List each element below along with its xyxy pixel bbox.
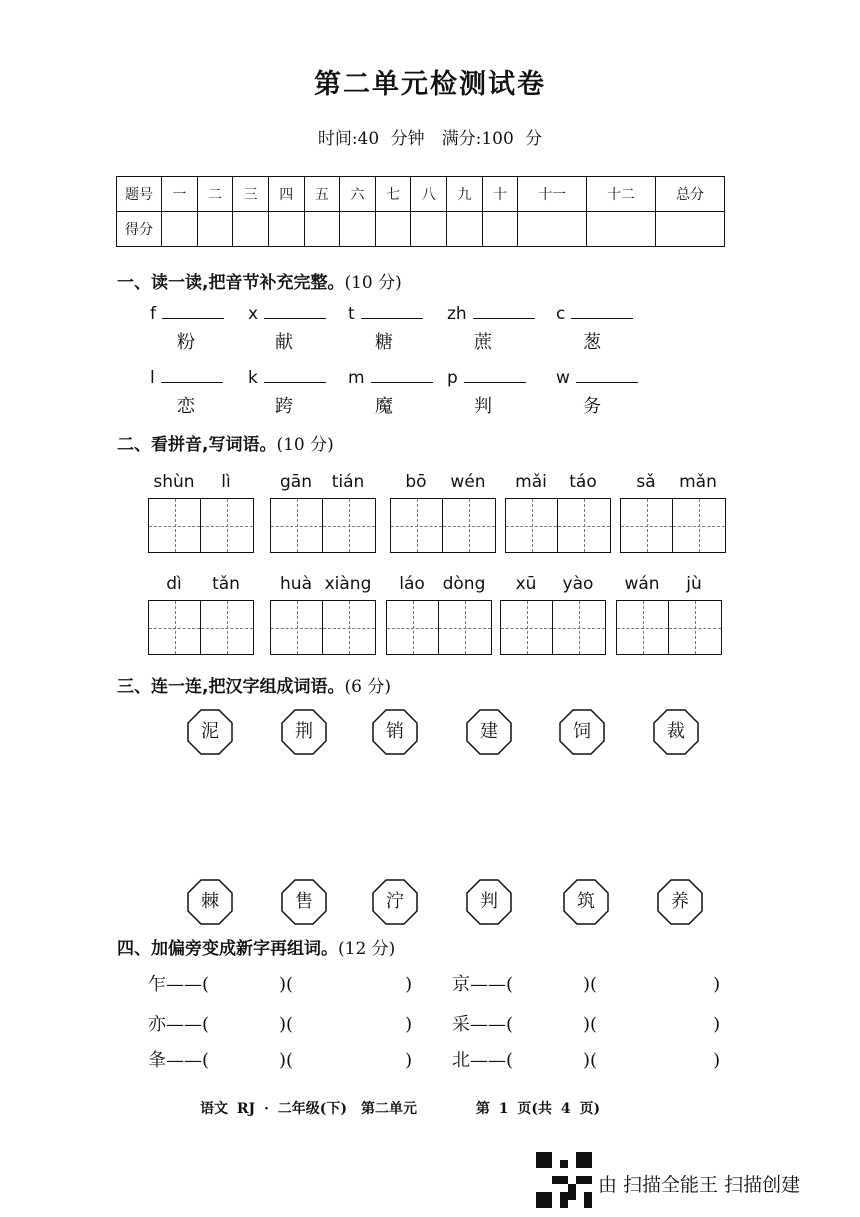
pinyin-syllable: shùn bbox=[153, 472, 195, 492]
paren-mid: )( bbox=[583, 974, 598, 995]
syllable-item bbox=[248, 304, 326, 324]
pinyin-syllable: sǎ bbox=[636, 472, 656, 492]
writing-grid[interactable] bbox=[386, 600, 492, 655]
syllable-char: 献 bbox=[275, 332, 293, 353]
octagon-char: 棘 bbox=[201, 891, 219, 912]
match-bottom-octagon[interactable] bbox=[187, 879, 233, 925]
pinyin-syllable: xiàng bbox=[324, 574, 372, 594]
syllable-item bbox=[248, 368, 326, 388]
syllable-char: 跨 bbox=[275, 396, 293, 417]
writing-grid[interactable] bbox=[270, 498, 376, 553]
radical-row-left bbox=[148, 1046, 412, 1072]
score-table bbox=[116, 176, 725, 247]
radical-row-right bbox=[452, 1046, 720, 1072]
octagon-char: 售 bbox=[295, 891, 313, 912]
score-col-label: 十一 bbox=[518, 177, 587, 212]
base-char: 亦 bbox=[148, 1014, 166, 1035]
syllable-initial: f bbox=[150, 304, 156, 324]
pinyin-syllable: yào bbox=[562, 574, 594, 594]
pinyin-syllable: láo bbox=[399, 574, 425, 594]
syllable-blank[interactable] bbox=[473, 304, 535, 319]
pinyin-syllable: tián bbox=[331, 472, 365, 492]
dash-open: ——( bbox=[166, 974, 210, 995]
syllable-initial: p bbox=[447, 368, 458, 388]
writing-cell[interactable] bbox=[323, 499, 375, 552]
dash-open: ——( bbox=[166, 1014, 210, 1035]
writing-cell[interactable] bbox=[201, 601, 253, 654]
writing-grid[interactable] bbox=[148, 600, 254, 655]
score-table-header-row bbox=[117, 177, 725, 212]
syllable-item bbox=[447, 304, 535, 324]
syllable-initial: c bbox=[556, 304, 566, 324]
syllable-char: 恋 bbox=[177, 396, 195, 417]
score-col-label: 三 bbox=[233, 177, 269, 212]
section4-heading: 四、加偏旁变成新字再组词。(12 分) bbox=[117, 939, 396, 959]
writing-grid[interactable] bbox=[616, 600, 722, 655]
score-cell[interactable] bbox=[304, 212, 340, 247]
syllable-blank[interactable] bbox=[571, 304, 633, 319]
writing-grid[interactable] bbox=[505, 498, 611, 553]
score-table-score-row bbox=[117, 212, 725, 247]
match-bottom-octagon[interactable] bbox=[281, 879, 327, 925]
pinyin-syllable: mǎi bbox=[515, 472, 547, 492]
octagon-char: 荆 bbox=[295, 721, 313, 742]
paren-mid: )( bbox=[279, 974, 294, 995]
base-char: 京 bbox=[452, 974, 470, 995]
writing-cell[interactable] bbox=[443, 499, 495, 552]
syllable-initial: zh bbox=[447, 304, 467, 324]
score-cell[interactable] bbox=[233, 212, 269, 247]
syllable-blank[interactable] bbox=[162, 304, 224, 319]
syllable-blank[interactable] bbox=[576, 368, 638, 383]
syllable-char: 葱 bbox=[583, 332, 601, 353]
octagon-char: 饲 bbox=[573, 721, 591, 742]
match-top-octagon[interactable] bbox=[653, 709, 699, 755]
page-title: 第二单元检测试卷 bbox=[314, 69, 546, 100]
writing-grid[interactable] bbox=[148, 498, 254, 553]
pinyin-syllable: bō bbox=[405, 472, 427, 492]
section3-heading: 三、连一连,把汉字组成词语。(6 分) bbox=[117, 677, 391, 697]
writing-cell[interactable] bbox=[387, 601, 439, 654]
pinyin-syllable: huà bbox=[280, 574, 312, 594]
syllable-char: 判 bbox=[474, 396, 492, 417]
syllable-blank[interactable] bbox=[361, 304, 423, 319]
syllable-item bbox=[348, 368, 433, 388]
score-cell[interactable] bbox=[518, 212, 587, 247]
match-top-octagon[interactable] bbox=[281, 709, 327, 755]
pinyin-syllable: wén bbox=[450, 472, 486, 492]
dash-open: ——( bbox=[470, 974, 514, 995]
writing-cell[interactable] bbox=[558, 499, 610, 552]
writing-cell[interactable] bbox=[621, 499, 673, 552]
match-top-octagon[interactable] bbox=[372, 709, 418, 755]
octagon-char: 销 bbox=[386, 721, 404, 742]
paren-mid: )( bbox=[279, 1050, 294, 1071]
score-cell[interactable] bbox=[447, 212, 483, 247]
radical-row-right bbox=[452, 970, 720, 996]
syllable-blank[interactable] bbox=[464, 368, 526, 383]
syllable-item bbox=[556, 368, 638, 388]
writing-cell[interactable] bbox=[391, 499, 443, 552]
score-col-label: 二 bbox=[197, 177, 233, 212]
pinyin-syllable: lì bbox=[221, 472, 231, 492]
octagon-char: 判 bbox=[480, 891, 498, 912]
syllable-char: 务 bbox=[583, 396, 601, 417]
octagon-char: 泥 bbox=[201, 721, 219, 742]
exam-info: 时间:40 分钟 满分:100 分 bbox=[317, 129, 543, 149]
writing-cell[interactable] bbox=[673, 499, 725, 552]
radical-row-left bbox=[148, 1010, 412, 1036]
match-top-octagon[interactable] bbox=[466, 709, 512, 755]
writing-cell[interactable] bbox=[323, 601, 375, 654]
base-char: 夆 bbox=[148, 1050, 166, 1071]
paren-close: ) bbox=[713, 1050, 721, 1071]
syllable-item bbox=[556, 304, 633, 324]
pinyin-syllable: mǎn bbox=[679, 472, 717, 492]
score-cell[interactable] bbox=[587, 212, 656, 247]
score-col-label: 九 bbox=[447, 177, 483, 212]
match-bottom-octagon[interactable] bbox=[466, 879, 512, 925]
syllable-blank[interactable] bbox=[161, 368, 223, 383]
score-col-label: 六 bbox=[340, 177, 376, 212]
writing-cell[interactable] bbox=[271, 601, 323, 654]
pinyin-syllable: wán bbox=[624, 574, 660, 594]
match-top-octagon[interactable] bbox=[559, 709, 605, 755]
score-cell[interactable] bbox=[411, 212, 447, 247]
syllable-char: 粉 bbox=[177, 332, 195, 353]
writing-cell[interactable] bbox=[439, 601, 491, 654]
score-cell[interactable] bbox=[656, 212, 725, 247]
paren-mid: )( bbox=[583, 1050, 598, 1071]
syllable-char: 蔗 bbox=[474, 332, 492, 353]
writing-grid[interactable] bbox=[500, 600, 606, 655]
section2-heading: 二、看拼音,写词语。(10 分) bbox=[117, 435, 334, 455]
score-col-label: 七 bbox=[375, 177, 411, 212]
score-cell[interactable] bbox=[197, 212, 233, 247]
score-col-label: 一 bbox=[162, 177, 198, 212]
paren-close: ) bbox=[713, 974, 721, 995]
syllable-item bbox=[348, 304, 423, 324]
pinyin-syllable: xū bbox=[515, 574, 537, 594]
score-cell[interactable] bbox=[340, 212, 376, 247]
writing-grid[interactable] bbox=[270, 600, 376, 655]
pinyin-syllable: dòng bbox=[442, 574, 486, 594]
writing-cell[interactable] bbox=[617, 601, 669, 654]
paren-mid: )( bbox=[279, 1014, 294, 1035]
octagon-char: 筑 bbox=[577, 891, 595, 912]
writing-cell[interactable] bbox=[669, 601, 721, 654]
base-char: 采 bbox=[452, 1014, 470, 1035]
score-col-label: 十 bbox=[482, 177, 518, 212]
writing-cell[interactable] bbox=[506, 499, 558, 552]
score-col-label: 五 bbox=[304, 177, 340, 212]
pinyin-syllable: dì bbox=[166, 574, 182, 594]
score-col-label: 十二 bbox=[587, 177, 656, 212]
dash-open: ——( bbox=[166, 1050, 210, 1071]
writing-grid[interactable] bbox=[620, 498, 726, 553]
dash-open: ——( bbox=[470, 1014, 514, 1035]
match-bottom-octagon[interactable] bbox=[657, 879, 703, 925]
writing-cell[interactable] bbox=[553, 601, 605, 654]
dash-open: ——( bbox=[470, 1050, 514, 1071]
match-top-octagon[interactable] bbox=[187, 709, 233, 755]
pinyin-syllable: jù bbox=[686, 574, 702, 594]
paren-close: ) bbox=[405, 974, 413, 995]
syllable-blank[interactable] bbox=[371, 368, 433, 383]
writing-grid[interactable] bbox=[390, 498, 496, 553]
syllable-initial: l bbox=[150, 368, 155, 388]
score-col-label: 八 bbox=[411, 177, 447, 212]
syllable-char: 魔 bbox=[375, 396, 393, 417]
writing-cell[interactable] bbox=[201, 499, 253, 552]
octagon-char: 裁 bbox=[667, 721, 685, 742]
syllable-item bbox=[447, 368, 526, 388]
syllable-initial: t bbox=[348, 304, 355, 324]
syllable-item bbox=[150, 304, 224, 324]
pinyin-syllable: gān bbox=[280, 472, 312, 492]
syllable-blank[interactable] bbox=[264, 368, 326, 383]
paren-mid: )( bbox=[583, 1014, 598, 1035]
syllable-initial: x bbox=[248, 304, 259, 324]
pinyin-syllable: tǎn bbox=[212, 574, 240, 594]
match-bottom-octagon[interactable] bbox=[372, 879, 418, 925]
score-table-label-score: 得分 bbox=[117, 212, 162, 247]
score-cell[interactable] bbox=[482, 212, 518, 247]
writing-cell[interactable] bbox=[501, 601, 553, 654]
syllable-item bbox=[150, 368, 223, 388]
score-cell[interactable] bbox=[162, 212, 198, 247]
base-char: 北 bbox=[452, 1050, 470, 1071]
pinyin-syllable: táo bbox=[569, 472, 597, 492]
qr-code-icon bbox=[536, 1152, 592, 1208]
syllable-initial: w bbox=[556, 368, 570, 388]
page-footer: 语文 RJ · 二年级(下) 第二单元 第 1 页(共 4 页) bbox=[200, 1101, 601, 1117]
writing-cell[interactable] bbox=[149, 499, 201, 552]
score-cell[interactable] bbox=[375, 212, 411, 247]
writing-cell[interactable] bbox=[149, 601, 201, 654]
base-char: 乍 bbox=[148, 974, 166, 995]
octagon-char: 养 bbox=[671, 891, 689, 912]
syllable-blank[interactable] bbox=[264, 304, 326, 319]
radical-row-left bbox=[148, 970, 412, 996]
syllable-char: 糖 bbox=[375, 332, 393, 353]
section1-heading: 一、读一读,把音节补充完整。(10 分) bbox=[117, 273, 402, 293]
score-col-label: 四 bbox=[268, 177, 304, 212]
syllable-initial: m bbox=[348, 368, 365, 388]
paren-close: ) bbox=[405, 1014, 413, 1035]
paren-close: ) bbox=[405, 1050, 413, 1071]
score-cell[interactable] bbox=[268, 212, 304, 247]
radical-row-right bbox=[452, 1010, 720, 1036]
octagon-char: 建 bbox=[480, 721, 498, 742]
syllable-initial: k bbox=[248, 368, 258, 388]
match-bottom-octagon[interactable] bbox=[563, 879, 609, 925]
scanner-watermark: 由 扫描全能王 扫描创建 bbox=[598, 1174, 801, 1196]
paren-close: ) bbox=[713, 1014, 721, 1035]
writing-cell[interactable] bbox=[271, 499, 323, 552]
score-col-label: 总分 bbox=[656, 177, 725, 212]
octagon-char: 泞 bbox=[386, 891, 404, 912]
score-table-label-number: 题号 bbox=[117, 177, 162, 212]
